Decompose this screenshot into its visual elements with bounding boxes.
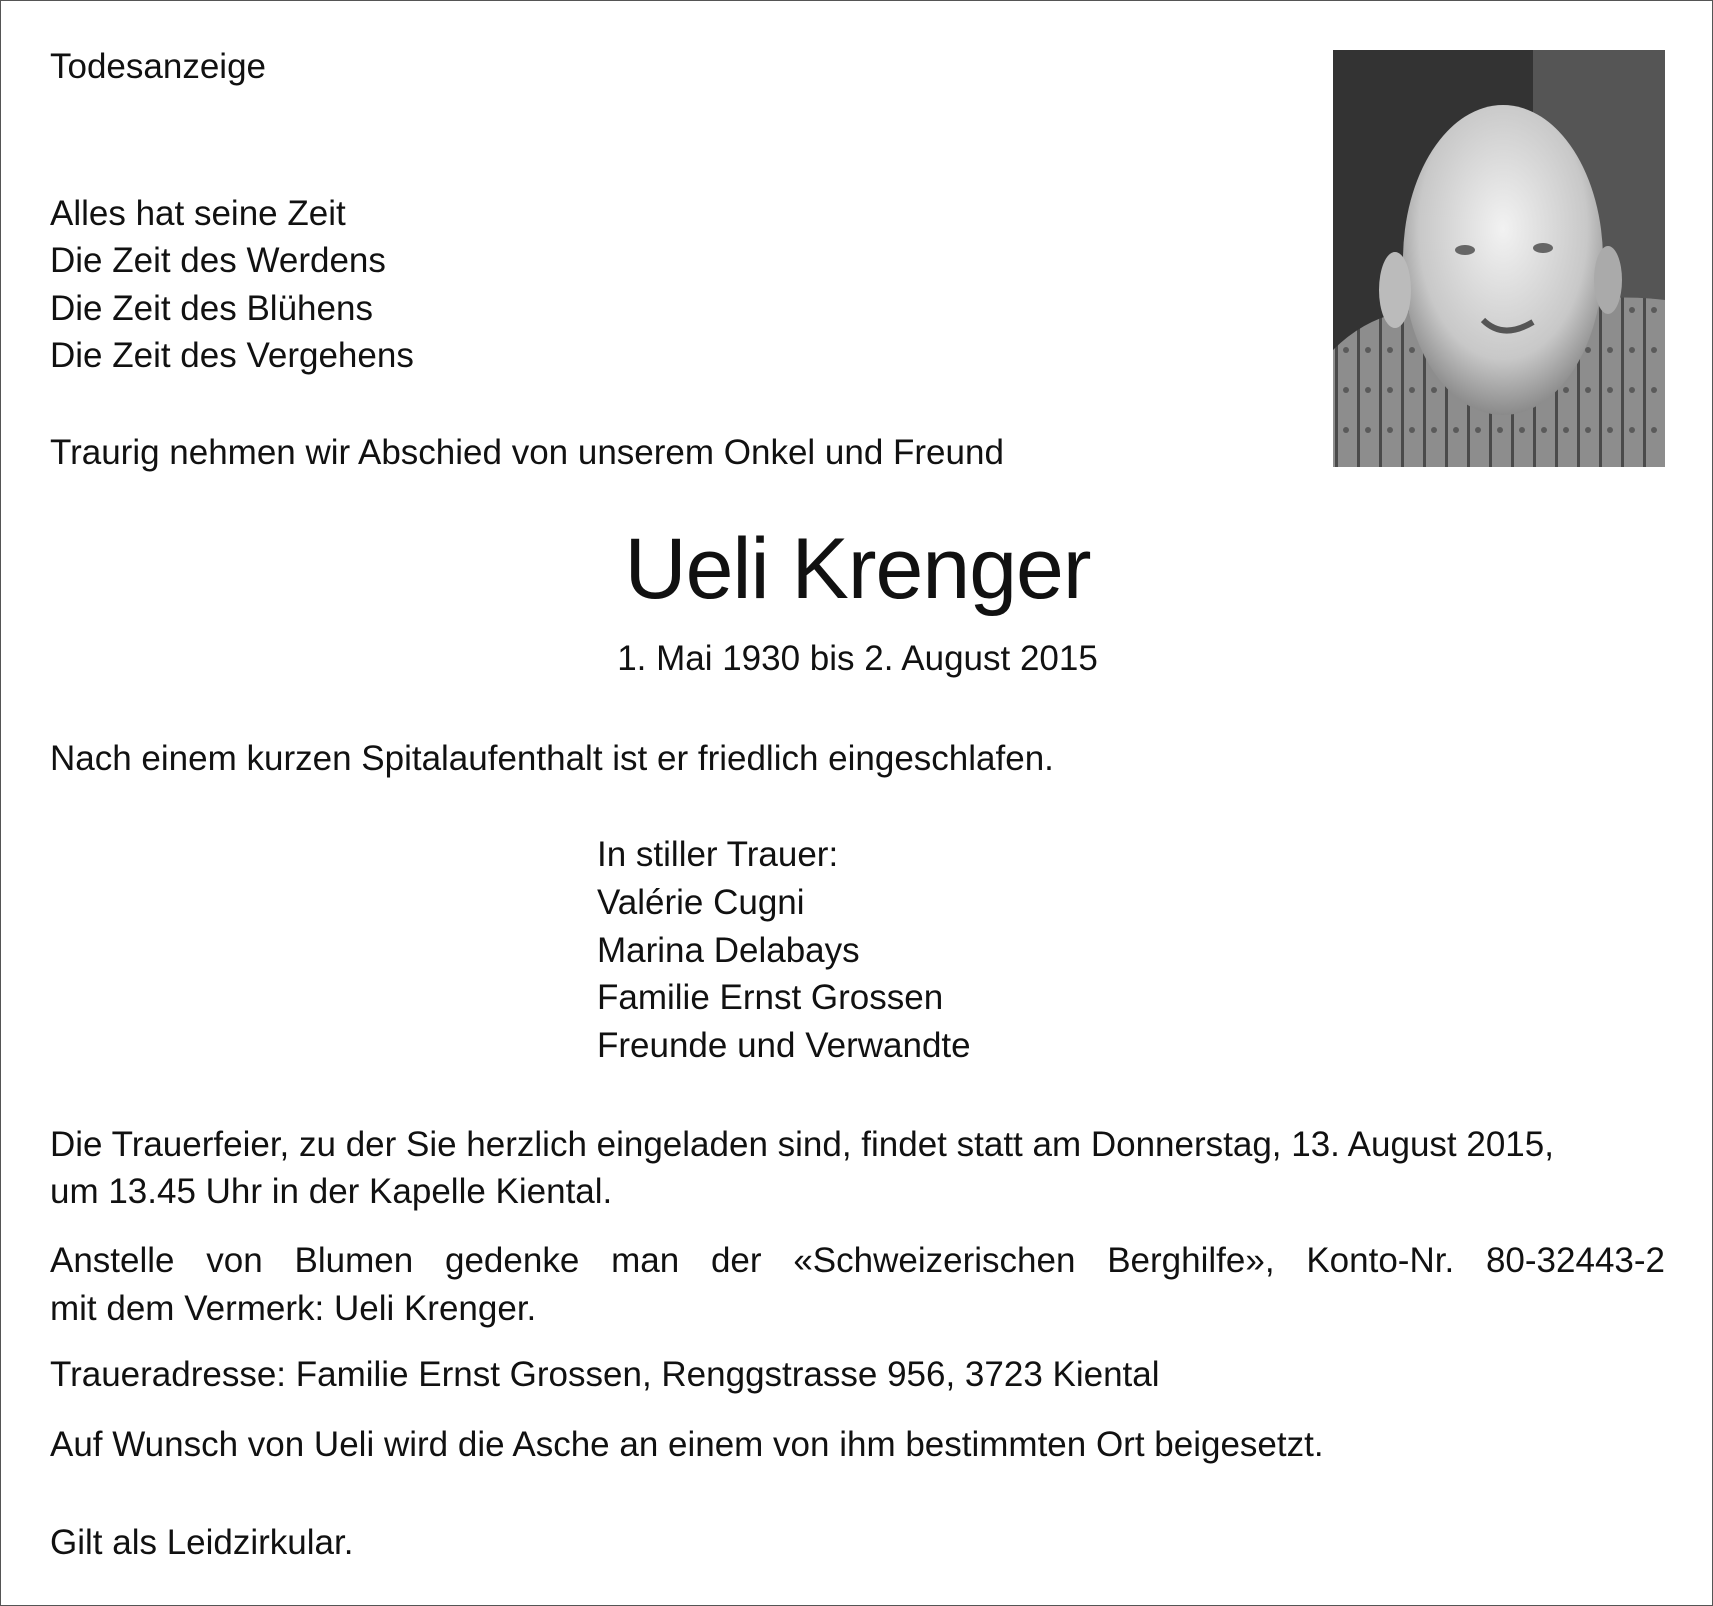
mourner-name: Freunde und Verwandte (597, 1026, 971, 1065)
deceased-name: Ueli Krenger (624, 521, 1091, 617)
donation-line: Anstelle von Blumen gedenke man der «Schweizerischen Berghilfe», Konto-Nr. 80-32443-2 (50, 1241, 1665, 1280)
mourner-name: Valérie Cugni (597, 883, 805, 922)
life-dates: 1. Mai 1930 bis 2. August 2015 (617, 639, 1098, 678)
burial-note: Auf Wunsch von Ueli wird die Asche an einem von ihm bestimmten Ort beigesetzt. (50, 1425, 1324, 1464)
ceremony-line: um 13.45 Uhr in der Kapelle Kiental. (50, 1172, 613, 1211)
mourners-heading: In stiller Trauer: (597, 835, 839, 874)
mourner-name: Familie Ernst Grossen (597, 978, 944, 1017)
mourning-address: Traueradresse: Familie Ernst Grossen, Renggstrasse 956, 3723 Kiental (50, 1355, 1160, 1394)
footer-note: Gilt als Leidzirkular. (50, 1523, 354, 1562)
notice-type-label: Todesanzeige (50, 47, 266, 86)
ceremony-line: Die Trauerfeier, zu der Sie herzlich eingeladen sind, findet statt am Donnerstag, 13. August 2015, (50, 1125, 1554, 1164)
portrait-photo (1333, 50, 1665, 467)
mourner-name: Marina Delabays (597, 931, 860, 970)
poem-line: Die Zeit des Vergehens (50, 336, 414, 375)
statement-text: Nach einem kurzen Spitalaufenthalt ist er friedlich eingeschlafen. (50, 739, 1054, 778)
intro-text: Traurig nehmen wir Abschied von unserem Onkel und Freund (50, 433, 1004, 472)
poem-line: Die Zeit des Werdens (50, 241, 386, 280)
poem-line: Alles hat seine Zeit (50, 194, 346, 233)
poem-line: Die Zeit des Blühens (50, 289, 373, 328)
donation-line: mit dem Vermerk: Ueli Krenger. (50, 1289, 537, 1328)
